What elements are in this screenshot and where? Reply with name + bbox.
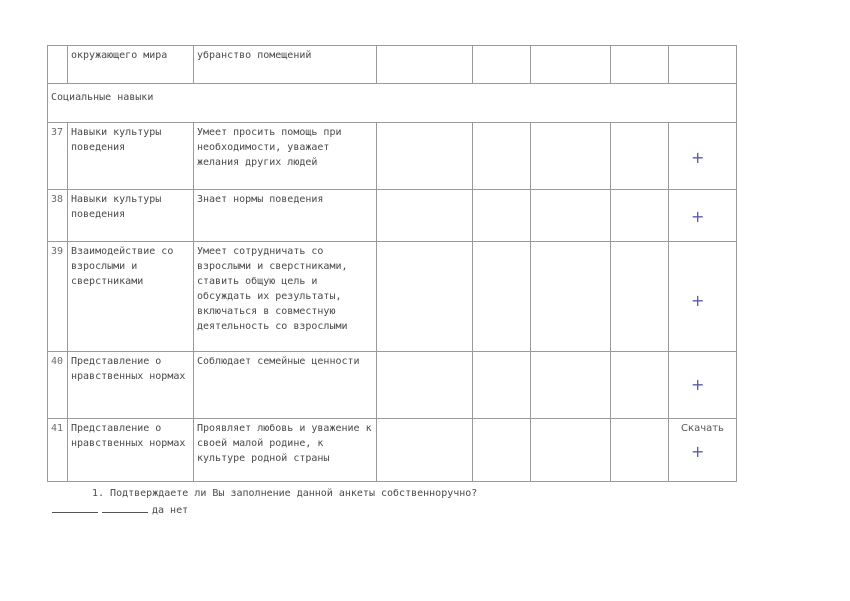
empty-cell — [377, 190, 473, 242]
empty-cell — [611, 190, 669, 242]
area-cell: Навыки культуры поведения — [68, 123, 194, 190]
empty-cell — [473, 352, 531, 419]
empty-cell — [473, 419, 531, 482]
handwritten-plus-mark: + — [691, 207, 705, 226]
empty-cell — [531, 419, 611, 482]
table-row — [48, 190, 737, 242]
table-row — [48, 419, 737, 482]
empty-cell — [531, 123, 611, 190]
indicator-cell: убранство помещений — [194, 46, 377, 84]
empty-cell — [611, 242, 669, 352]
handwritten-plus-mark: + — [691, 442, 705, 461]
answer-blank[interactable] — [102, 503, 148, 513]
area-cell: Представление о нравственных нормах — [68, 352, 194, 419]
mark-cell — [669, 123, 737, 190]
empty-cell — [473, 123, 531, 190]
empty-cell — [611, 352, 669, 419]
row-number — [48, 46, 68, 84]
answer-blank[interactable] — [52, 503, 98, 513]
indicator-cell: Знает нормы поведения — [194, 190, 377, 242]
empty-cell — [611, 123, 669, 190]
indicator-cell: Умеет сотрудничать со взрослыми и сверстниками, ставить общую цель и обсуждать их результаты, включаться в совместную деятельность со взрослыми — [194, 242, 377, 352]
mark-cell — [669, 242, 737, 352]
area-cell: окружающего мира — [68, 46, 194, 84]
indicator-cell: Соблюдает семейные ценности — [194, 352, 377, 419]
empty-cell — [531, 352, 611, 419]
area-cell: Взаимодействие со взрослыми и сверстниками — [68, 242, 194, 352]
area-cell: Навыки культуры поведения — [68, 190, 194, 242]
table-row — [48, 123, 737, 190]
empty-cell — [531, 242, 611, 352]
table-row — [48, 352, 737, 419]
survey-table — [47, 45, 737, 482]
empty-cell — [473, 46, 531, 84]
handwritten-plus-mark: + — [691, 148, 705, 167]
empty-cell — [473, 190, 531, 242]
row-number: 37 — [48, 123, 68, 190]
empty-cell — [473, 242, 531, 352]
confirmation-question: 1. Подтверждаете ли Вы заполнение данной анкеты собственноручно? — [92, 488, 478, 499]
row-number: 40 — [48, 352, 68, 419]
answer-options: да нет — [152, 505, 189, 516]
empty-cell — [611, 46, 669, 84]
handwritten-plus-mark: + — [691, 375, 705, 394]
table-row — [48, 46, 737, 84]
empty-cell — [611, 419, 669, 482]
row-number: 41 — [48, 419, 68, 482]
answer-line — [52, 503, 188, 516]
empty-cell — [531, 190, 611, 242]
row-number: 39 — [48, 242, 68, 352]
area-cell: Представление о нравственных нормах — [68, 419, 194, 482]
empty-cell — [377, 242, 473, 352]
empty-cell — [377, 419, 473, 482]
download-link[interactable]: Скачать — [681, 423, 724, 434]
indicator-cell: Проявляет любовь и уважение к своей малой родине, к культуре родной страны — [194, 419, 377, 482]
handwritten-plus-mark: + — [691, 291, 705, 310]
empty-cell — [531, 46, 611, 84]
empty-cell — [377, 46, 473, 84]
table-row — [48, 242, 737, 352]
indicator-cell: Умеет просить помощь при необходимости, уважает желания других людей — [194, 123, 377, 190]
empty-cell — [377, 123, 473, 190]
mark-cell — [669, 352, 737, 419]
section-row — [48, 84, 737, 123]
mark-cell — [669, 419, 737, 482]
empty-cell — [669, 46, 737, 84]
empty-cell — [377, 352, 473, 419]
row-number: 38 — [48, 190, 68, 242]
mark-cell — [669, 190, 737, 242]
section-title: Социальные навыки — [48, 84, 737, 123]
